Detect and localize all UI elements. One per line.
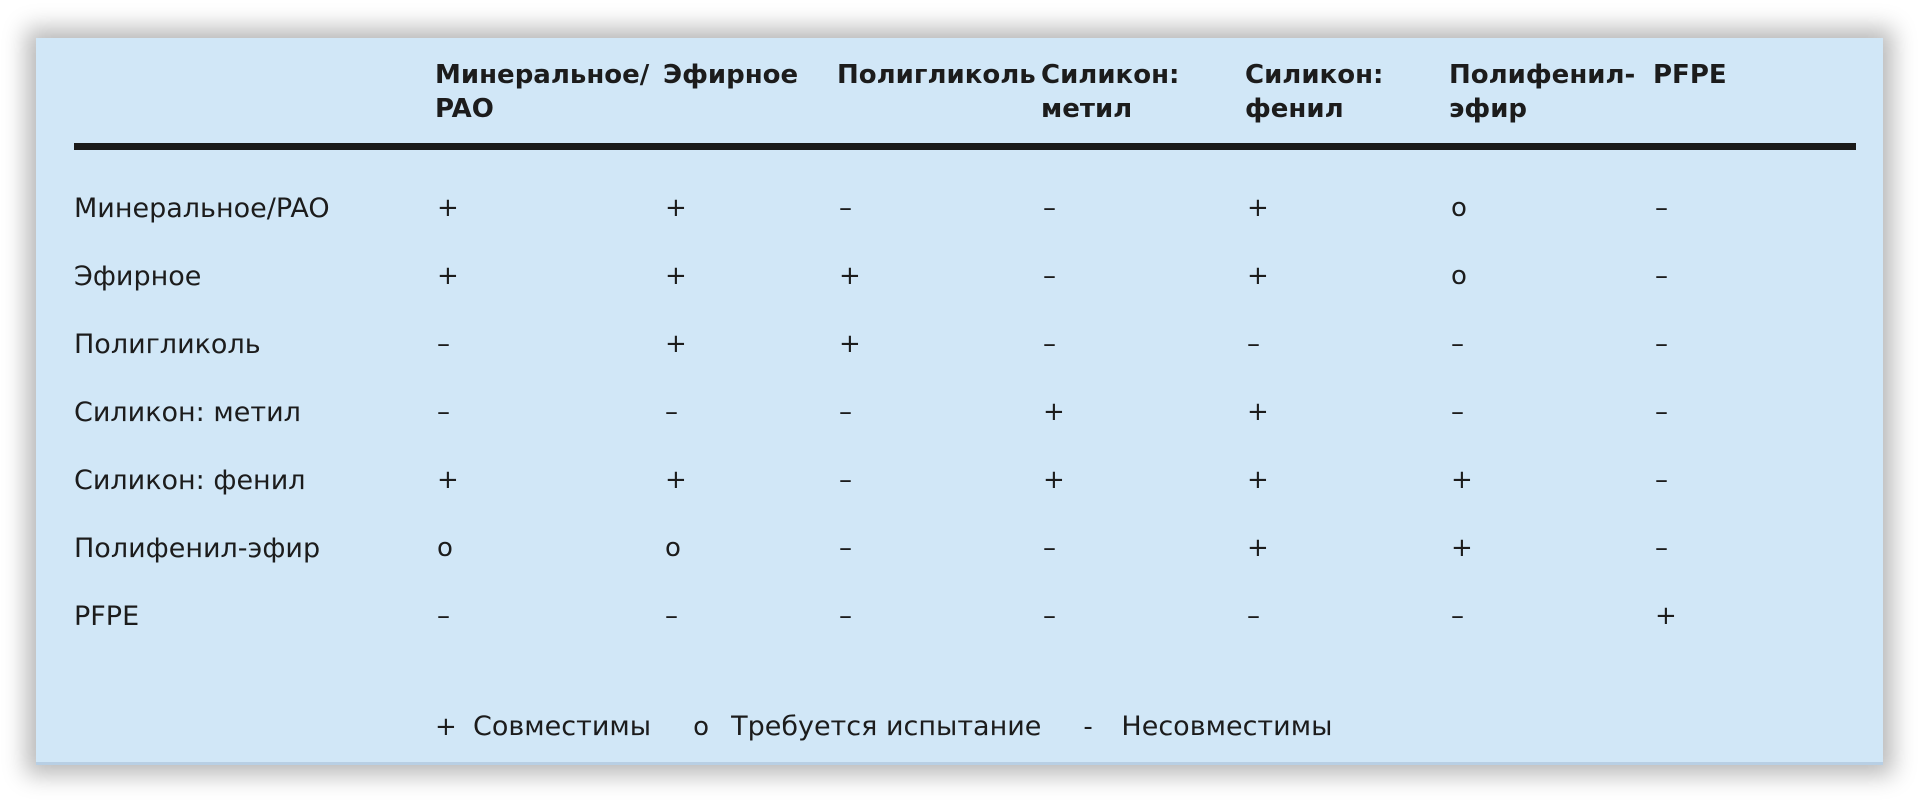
compat-cell: – bbox=[1043, 261, 1056, 291]
table-row bbox=[74, 174, 1856, 242]
row-label: Эфирное bbox=[74, 260, 202, 292]
compat-cell: – bbox=[1655, 261, 1668, 291]
column-header: Эфирное bbox=[663, 38, 837, 147]
table-row bbox=[74, 446, 1856, 514]
compat-cell: + bbox=[1247, 533, 1269, 563]
compat-cell: – bbox=[839, 465, 852, 495]
legend-text-compatible: Совместимы bbox=[473, 711, 652, 742]
compat-cell: o bbox=[1451, 193, 1467, 223]
column-header: Силикон: метил bbox=[1041, 38, 1245, 147]
column-header: Минеральное/ PAO bbox=[435, 38, 663, 147]
compat-cell: + bbox=[1247, 193, 1269, 223]
compat-cell: – bbox=[1655, 397, 1668, 427]
spacer-row bbox=[74, 147, 1856, 175]
compat-cell: o bbox=[665, 533, 681, 563]
table-row bbox=[74, 582, 1856, 650]
table-row bbox=[74, 242, 1856, 310]
row-label: PFPE bbox=[74, 600, 140, 632]
table-row bbox=[74, 514, 1856, 582]
row-label: Минеральное/PAO bbox=[74, 192, 330, 224]
compat-cell: – bbox=[437, 397, 450, 427]
legend-symbol-test-required: o bbox=[693, 711, 709, 742]
compat-cell: + bbox=[437, 465, 459, 495]
header-row bbox=[74, 38, 1856, 147]
compat-cell: – bbox=[839, 193, 852, 223]
compat-cell: – bbox=[665, 397, 678, 427]
compat-cell: – bbox=[839, 397, 852, 427]
compat-cell: – bbox=[1451, 397, 1464, 427]
compat-cell: + bbox=[1451, 533, 1473, 563]
compat-cell: + bbox=[1043, 465, 1065, 495]
legend-symbol-incompatible: - bbox=[1083, 711, 1093, 742]
legend-text-test-required: Требуется испытание bbox=[731, 711, 1042, 742]
compat-cell: + bbox=[1247, 397, 1269, 427]
compat-cell: – bbox=[1043, 193, 1056, 223]
compat-cell: – bbox=[1043, 533, 1056, 563]
compat-cell: – bbox=[1247, 601, 1260, 631]
compat-cell: + bbox=[665, 261, 687, 291]
compat-cell: – bbox=[1655, 533, 1668, 563]
compat-cell: + bbox=[839, 329, 861, 359]
compat-cell: – bbox=[839, 601, 852, 631]
compat-cell: + bbox=[665, 329, 687, 359]
compat-cell: – bbox=[437, 601, 450, 631]
compat-cell: – bbox=[1451, 329, 1464, 359]
corner-cell bbox=[74, 38, 435, 147]
row-label: Полигликоль bbox=[74, 328, 261, 360]
table-row bbox=[74, 378, 1856, 446]
compat-cell: – bbox=[1655, 465, 1668, 495]
row-label: Силикон: метил bbox=[74, 396, 301, 428]
compat-cell: + bbox=[437, 193, 459, 223]
compat-cell: – bbox=[1043, 329, 1056, 359]
compat-cell: – bbox=[1655, 193, 1668, 223]
compat-cell: o bbox=[437, 533, 453, 563]
compat-cell: – bbox=[1451, 601, 1464, 631]
legend bbox=[435, 711, 1374, 742]
compat-cell: + bbox=[1247, 261, 1269, 291]
compat-cell: + bbox=[1655, 601, 1677, 631]
compat-cell: + bbox=[1247, 465, 1269, 495]
column-header: Силикон: фенил bbox=[1245, 38, 1449, 147]
compat-cell: + bbox=[437, 261, 459, 291]
table-row bbox=[74, 310, 1856, 378]
legend-text-incompatible: Несовместимы bbox=[1121, 711, 1333, 742]
compat-cell: – bbox=[1043, 601, 1056, 631]
compat-cell: + bbox=[839, 261, 861, 291]
compat-cell: + bbox=[665, 193, 687, 223]
column-header: Полигликоль bbox=[837, 38, 1041, 147]
compat-cell: + bbox=[1451, 465, 1473, 495]
column-header: PFPE bbox=[1653, 38, 1856, 147]
compat-cell: – bbox=[839, 533, 852, 563]
column-header: Полифенил- эфир bbox=[1449, 38, 1653, 147]
row-label: Силикон: фенил bbox=[74, 464, 306, 496]
compat-cell: – bbox=[1247, 329, 1260, 359]
compat-cell: + bbox=[1043, 397, 1065, 427]
compat-cell: + bbox=[665, 465, 687, 495]
row-label: Полифенил-эфир bbox=[74, 532, 321, 564]
compat-cell: – bbox=[437, 329, 450, 359]
compat-cell: o bbox=[1451, 261, 1467, 291]
compat-cell: – bbox=[665, 601, 678, 631]
compatibility-table bbox=[74, 38, 1856, 650]
compat-cell: – bbox=[1655, 329, 1668, 359]
compatibility-card bbox=[36, 38, 1883, 765]
legend-symbol-compatible: + bbox=[435, 711, 457, 742]
